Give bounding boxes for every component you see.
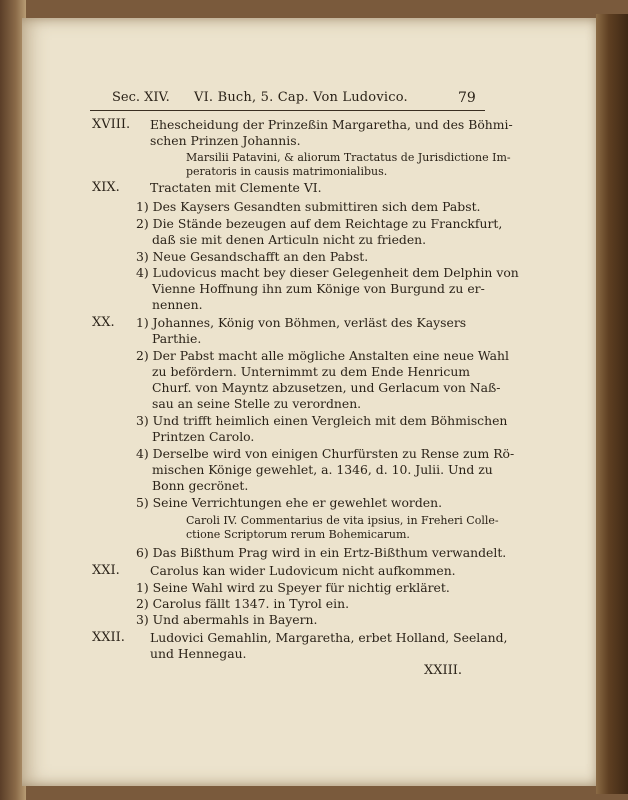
list-item: zu befördern. Unternimmt zu dem Ende Henricum (152, 364, 471, 379)
list-item: 2) Die Stände bezeugen auf dem Reichtage zu Franckfurt, (136, 216, 503, 231)
latin-note: Caroli IV. Commentarius de vita ipsius, in Freheri Colle- (186, 514, 499, 527)
latin-note: Marsilii Patavini, & aliorum Tractatus de Jurisdictione Im- (186, 151, 511, 164)
list-item: nennen. (152, 297, 203, 312)
list-item: 3) Und trifft heimlich einen Vergleich mit dem Böhmischen (136, 413, 508, 428)
entry-title: Tractaten mit Clemente VI. (150, 180, 322, 195)
entry-number: XVIII. (92, 117, 131, 132)
list-item: daß sie mit denen Articuln nicht zu frieden. (152, 232, 427, 247)
list-item: 1) Johannes, König von Böhmen, verläst des Kaysers (136, 315, 467, 330)
list-item: 5) Seine Verrichtungen ehe er gewehlet worden. (136, 495, 443, 510)
list-item: 6) Das Bißthum Prag wird in ein Ertz-Bißthum verwandelt. (136, 545, 507, 560)
list-item: Parthie. (152, 331, 202, 346)
list-item: Churf. von Mayntz abzusetzen, und Gerlacum von Naß- (152, 380, 501, 395)
entry-number: XXI. (92, 563, 120, 578)
entry-number: XX. (92, 315, 115, 330)
list-item: mischen Könige gewehlet, a. 1346, d. 10. Julii. Und zu (152, 462, 493, 477)
entry-text: schen Prinzen Johannis. (150, 133, 301, 148)
entry-number: XXII. (92, 630, 125, 645)
entry-text: Ludovici Gemahlin, Margaretha, erbet Holland, Seeland, (150, 630, 508, 645)
list-item: Printzen Carolo. (152, 429, 255, 444)
list-item: 3) Neue Gesandschafft an den Pabst. (136, 249, 369, 264)
list-item: 1) Des Kaysers Gesandten submittiren sich dem Pabst. (136, 199, 481, 214)
entry-title: Carolus kan wider Ludovicum nicht aufkommen. (150, 563, 456, 578)
header-chapter: VI. Buch, 5. Cap. Von Ludovico. (194, 90, 408, 105)
latin-note: ctione Scriptorum rerum Bohemicarum. (186, 528, 410, 541)
latin-note: peratoris in causis matrimonialibus. (186, 165, 388, 178)
list-item: 4) Ludovicus macht bey dieser Gelegenheit dem Delphin von (136, 265, 519, 280)
running-header (90, 88, 485, 111)
list-item: 1) Seine Wahl wird zu Speyer für nichtig erkläret. (136, 580, 450, 595)
entry-text: Ehescheidung der Prinzeßin Margaretha, und des Böhmi- (150, 117, 513, 132)
list-item: 2) Carolus fällt 1347. in Tyrol ein. (136, 596, 350, 611)
list-item: Bonn gecrönet. (152, 478, 249, 493)
list-item: 4) Derselbe wird von einigen Churfürsten zu Rense zum Rö- (136, 446, 515, 461)
page-number: 79 (458, 90, 476, 106)
list-item: Vienne Hoffnung ihn zum Könige von Burgund zu er- (152, 281, 485, 296)
book-edge-right (596, 14, 628, 794)
header-section: Sec. XIV. (112, 90, 170, 105)
list-item: 3) Und abermahls in Bayern. (136, 612, 318, 627)
catchword: XXIII. (424, 663, 463, 678)
list-item: sau an seine Stelle zu verordnen. (152, 396, 362, 411)
entry-number: XIX. (92, 180, 120, 195)
list-item: 2) Der Pabst macht alle mögliche Anstalten eine neue Wahl (136, 348, 509, 363)
entry-text: und Hennegau. (150, 646, 247, 661)
